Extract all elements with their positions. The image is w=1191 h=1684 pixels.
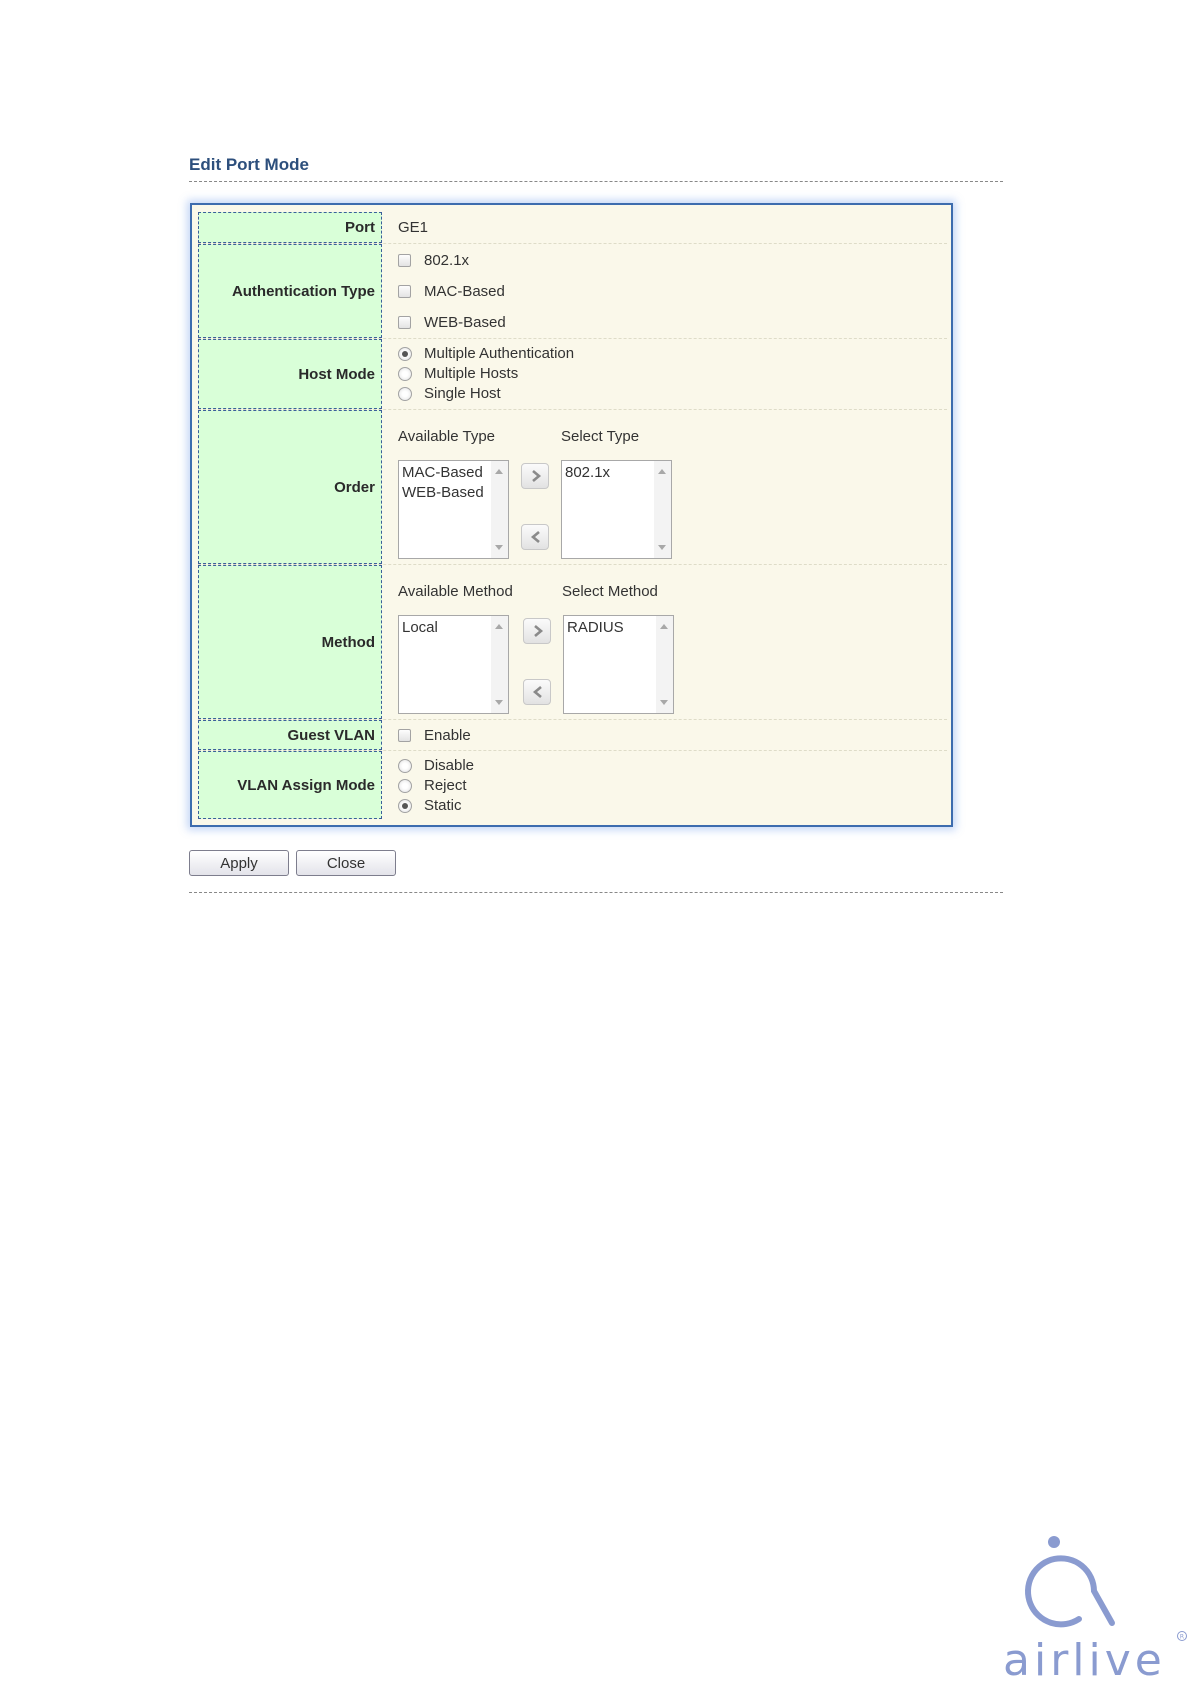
- host-mode-multiple-hosts-label: Multiple Hosts: [424, 365, 519, 382]
- row-host-mode: [198, 339, 947, 410]
- row-method: [198, 565, 947, 720]
- close-button[interactable]: Close: [296, 850, 396, 876]
- row-guest-vlan: [198, 720, 947, 751]
- host-mode-single-host-label: Single Host: [424, 385, 501, 402]
- scroll-up-icon[interactable]: [495, 624, 503, 629]
- auth-web-based-checkbox[interactable]: [398, 316, 411, 329]
- port-label: Port: [198, 212, 382, 243]
- row-authentication-type: [198, 244, 947, 339]
- available-type-list[interactable]: [398, 460, 509, 559]
- title-divider: [189, 181, 1003, 182]
- bottom-divider: [189, 892, 1003, 893]
- guest-vlan-enable-label: Enable: [424, 727, 471, 744]
- host-mode-multiple-auth-radio[interactable]: [398, 347, 412, 361]
- vlan-assign-reject-label: Reject: [424, 777, 467, 794]
- method-label: Method: [198, 565, 382, 719]
- port-value: GE1: [398, 219, 429, 236]
- list-item[interactable]: RADIUS: [567, 619, 624, 636]
- auth-mac-based-label: MAC-Based: [424, 283, 505, 300]
- airlive-logo: [1000, 1535, 1190, 1684]
- host-mode-single-host-radio[interactable]: [398, 387, 412, 401]
- vlan-assign-reject-radio[interactable]: [398, 779, 412, 793]
- chevron-right-icon: [529, 469, 543, 483]
- chevron-right-icon: [531, 624, 545, 638]
- vlan-assign-disable-label: Disable: [424, 757, 475, 774]
- list-item[interactable]: Local: [402, 619, 438, 636]
- registered-mark: R: [1179, 1633, 1185, 1641]
- order-remove-button[interactable]: [521, 524, 549, 550]
- order-add-button[interactable]: [521, 463, 549, 489]
- scroll-down-icon[interactable]: [658, 545, 666, 550]
- list-item[interactable]: 802.1x: [565, 464, 611, 481]
- host-mode-multiple-hosts-radio[interactable]: [398, 367, 412, 381]
- scroll-up-icon[interactable]: [660, 624, 668, 629]
- available-type-label: Available Type: [398, 428, 496, 445]
- auth-802-1x-label: 802.1x: [424, 252, 470, 269]
- scroll-down-icon[interactable]: [495, 700, 503, 705]
- method-remove-button[interactable]: [523, 679, 551, 705]
- brand-wordmark: airlive: [1003, 1635, 1166, 1684]
- scroll-up-icon[interactable]: [658, 469, 666, 474]
- list-item[interactable]: MAC-Based: [402, 464, 483, 481]
- row-port: [198, 212, 947, 244]
- auth-mac-based-checkbox[interactable]: [398, 285, 411, 298]
- available-method-list[interactable]: [398, 615, 509, 714]
- vlan-assign-disable-radio[interactable]: [398, 759, 412, 773]
- select-method-list[interactable]: [563, 615, 674, 714]
- available-method-scrollbar[interactable]: [491, 616, 508, 713]
- select-method-scrollbar[interactable]: [656, 616, 673, 713]
- method-add-button[interactable]: [523, 618, 551, 644]
- auth-802-1x-checkbox[interactable]: [398, 254, 411, 267]
- page-title: Edit Port Mode: [189, 155, 309, 174]
- apply-button[interactable]: Apply: [189, 850, 289, 876]
- edit-port-mode-panel: [190, 203, 953, 827]
- select-type-list[interactable]: [561, 460, 672, 559]
- available-type-scrollbar[interactable]: [491, 461, 508, 558]
- select-type-label: Select Type: [561, 428, 640, 445]
- scroll-down-icon[interactable]: [495, 545, 503, 550]
- row-vlan-assign-mode: [198, 751, 947, 819]
- chevron-left-icon: [531, 685, 545, 699]
- host-mode-multiple-auth-label: Multiple Authentication: [424, 345, 575, 362]
- guest-vlan-enable-checkbox[interactable]: [398, 729, 411, 742]
- select-type-scrollbar[interactable]: [654, 461, 671, 558]
- select-method-label: Select Method: [562, 583, 658, 600]
- list-item[interactable]: WEB-Based: [402, 484, 484, 501]
- vlan-assign-static-radio[interactable]: [398, 799, 412, 813]
- authentication-type-label: Authentication Type: [198, 244, 382, 338]
- auth-web-based-label: WEB-Based: [424, 314, 506, 331]
- vlan-assign-static-label: Static: [424, 797, 462, 814]
- order-label: Order: [198, 410, 382, 564]
- scroll-down-icon[interactable]: [660, 700, 668, 705]
- row-order: [198, 410, 947, 565]
- available-method-label: Available Method: [398, 583, 513, 600]
- vlan-assign-mode-label: VLAN Assign Mode: [198, 751, 382, 819]
- chevron-left-icon: [529, 530, 543, 544]
- scroll-up-icon[interactable]: [495, 469, 503, 474]
- host-mode-label: Host Mode: [198, 339, 382, 409]
- guest-vlan-label: Guest VLAN: [198, 720, 382, 750]
